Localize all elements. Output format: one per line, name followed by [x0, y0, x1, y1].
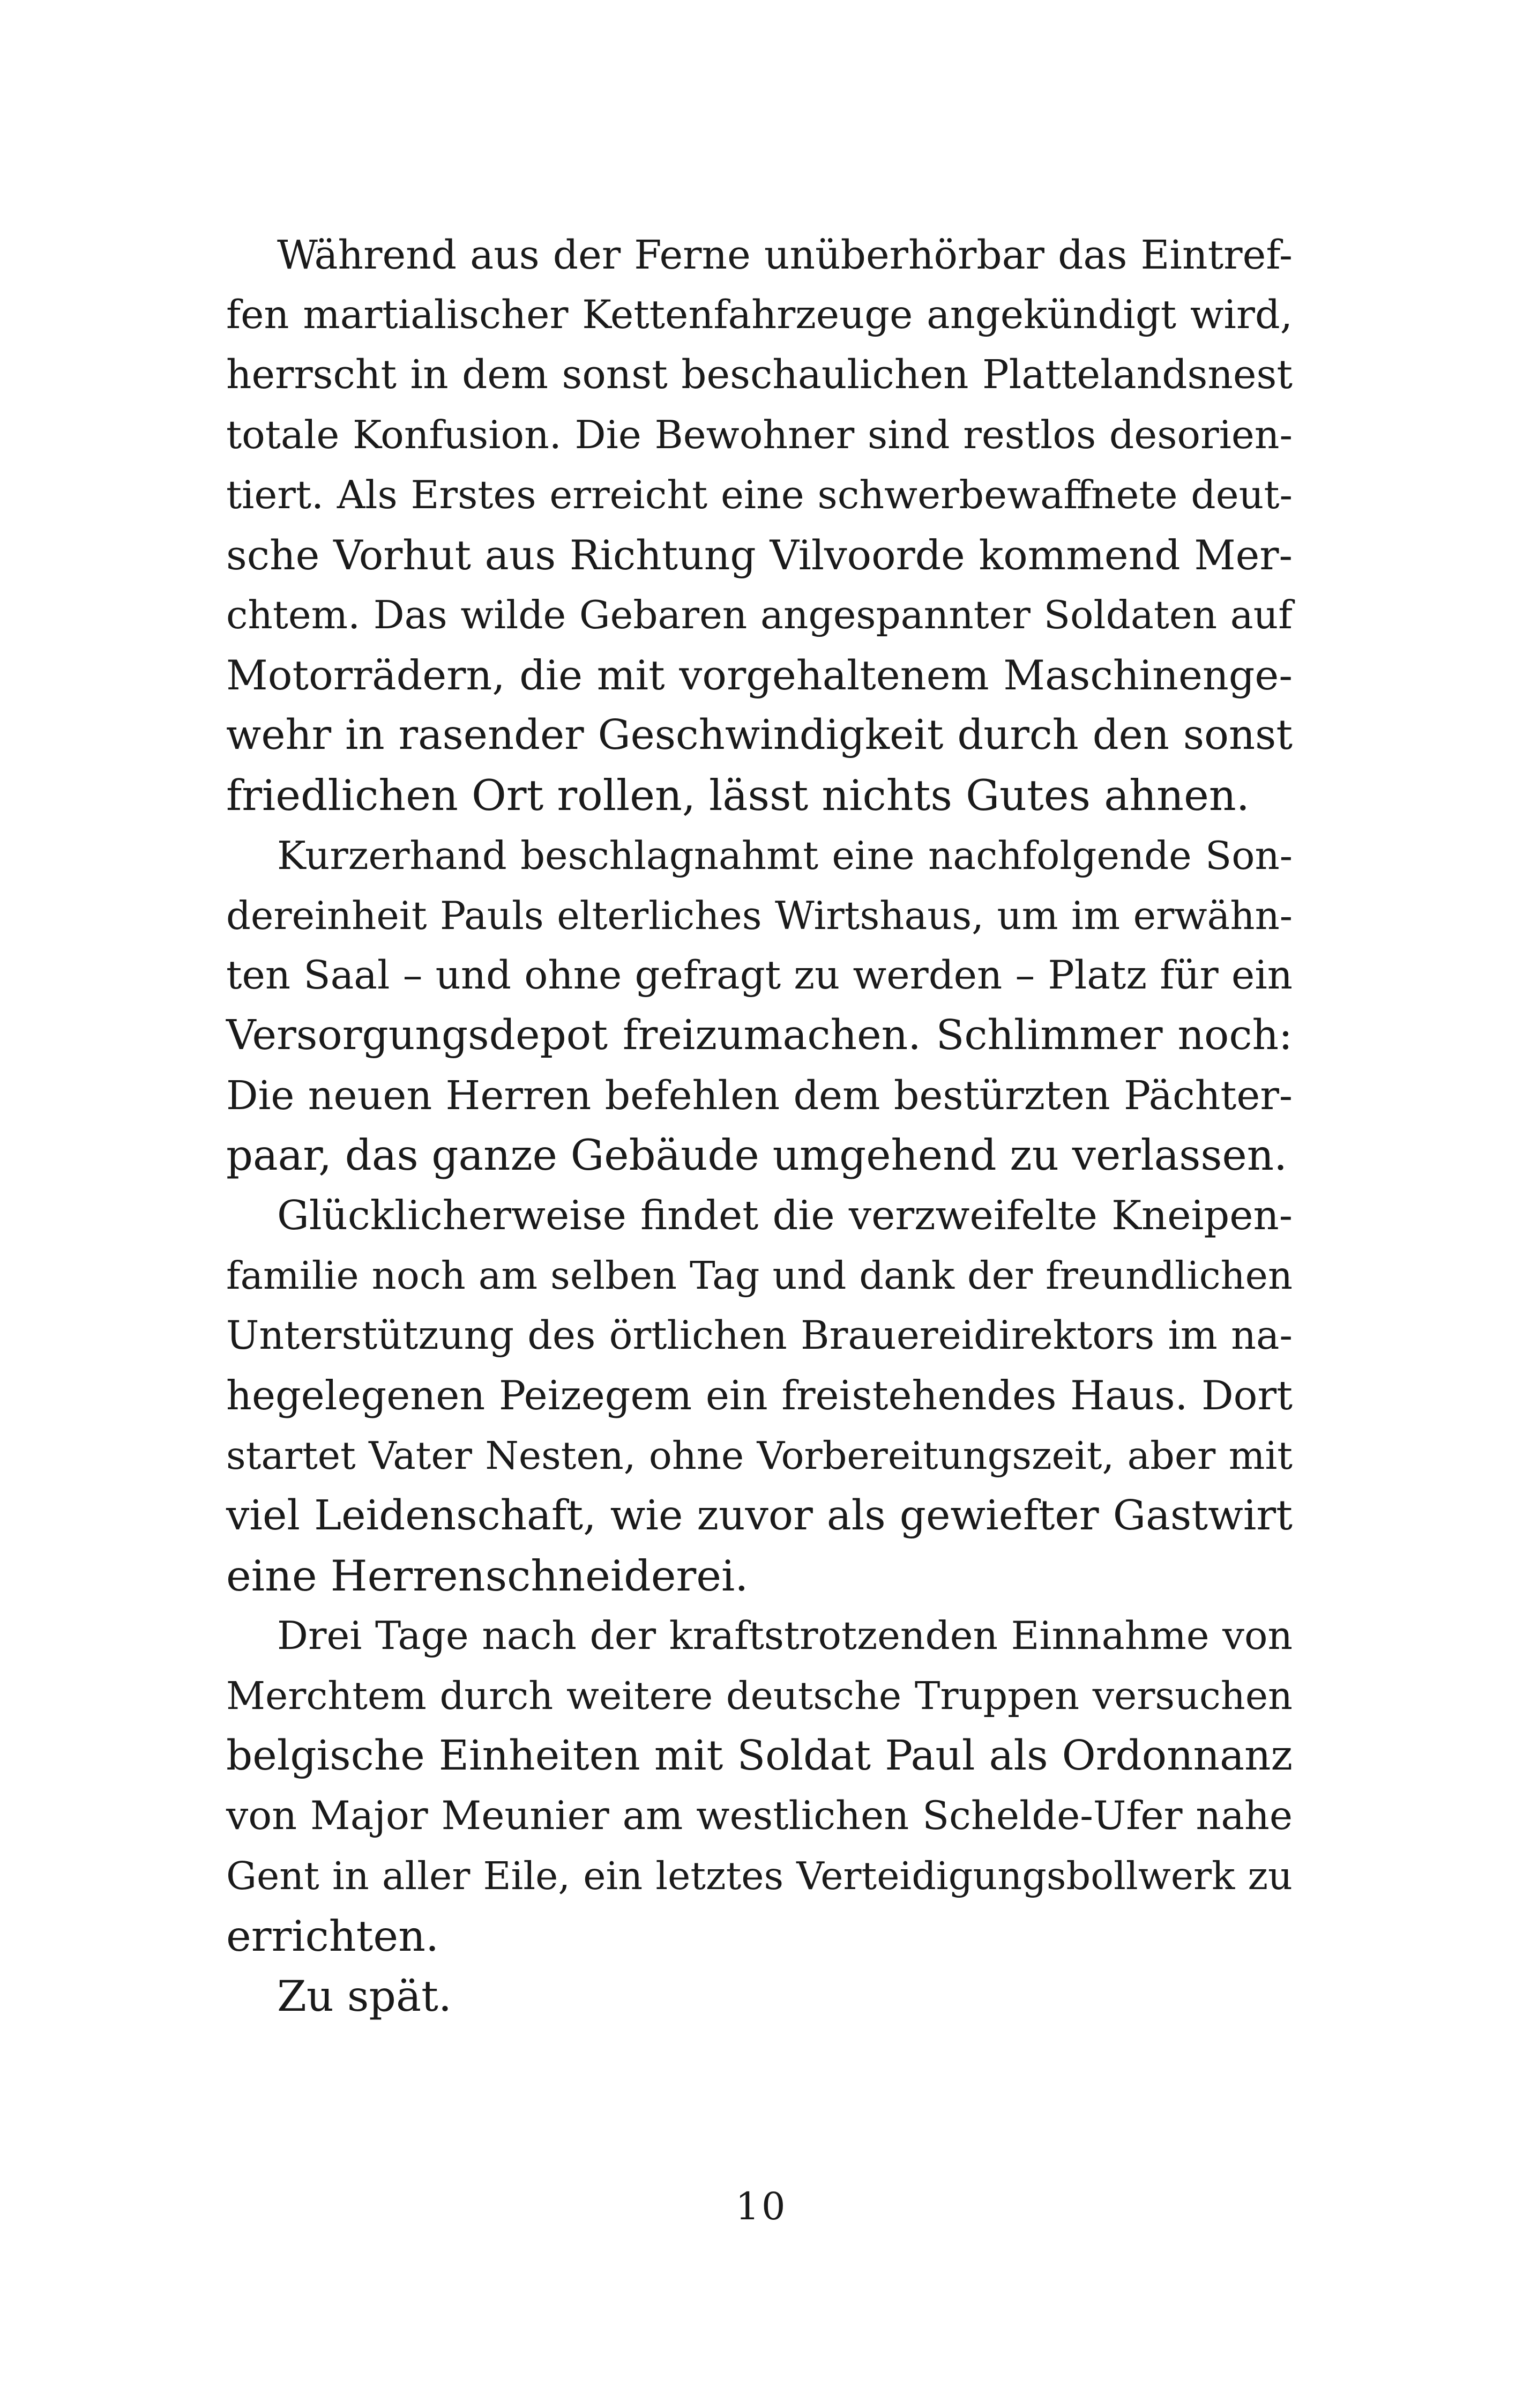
- paragraph: [226, 1606, 1293, 1966]
- text-line: herrscht in dem sonst beschaulichen Plattelandsnest: [226, 352, 1293, 398]
- text-line: paar, das ganze Gebäude umgehend zu verlassen.: [226, 1131, 1287, 1180]
- text-line: errichten.: [226, 1912, 439, 1961]
- text-line: belgische Einheiten mit Soldat Paul als Ordonnanz: [226, 1732, 1293, 1780]
- text-line: fen martialischer Kettenfahrzeuge angekündigt wird,: [226, 292, 1293, 338]
- text-line: startet Vater Nesten, ohne Vorbereitungszeit, aber mit: [226, 1433, 1293, 1478]
- text-line: Während aus der Ferne unüberhörbar das Eintref-: [277, 232, 1293, 278]
- text-line: sche Vorhut aus Richtung Vilvoorde kommend Mer-: [226, 532, 1293, 579]
- paragraph: [226, 1186, 1293, 1606]
- text-line: Versorgungsdepot freizumachen. Schlimmer noch:: [226, 1012, 1293, 1059]
- text-line: Merchtem durch weitere deutsche Truppen versuchen: [226, 1674, 1293, 1718]
- text-line: eine Herrenschneiderei.: [226, 1551, 749, 1601]
- text-line: wehr in rasender Geschwindigkeit durch den sonst: [226, 711, 1293, 759]
- paragraph: [226, 826, 1293, 1186]
- text-line: hegelegenen Peizegem ein freistehendes Haus. Dort: [226, 1372, 1293, 1419]
- text-line: tiert. Als Erstes erreicht eine schwerbewaffnete deut-: [226, 473, 1293, 518]
- text-line: dereinheit Pauls elterliches Wirtshaus, um im erwähn-: [226, 893, 1293, 938]
- page-number: 10: [735, 2184, 788, 2228]
- text-line: Gent in aller Eile, ein letztes Verteidigungsbollwerk zu: [226, 1854, 1293, 1898]
- text-line: chtem. Das wilde Gebaren angespannter Soldaten auf: [226, 593, 1293, 638]
- text-line: Die neuen Herren befehlen dem bestürzten Pächter-: [226, 1072, 1293, 1119]
- text-line: Zu spät.: [277, 1972, 452, 2021]
- text-line: totale Konfusion. Die Bewohner sind restlos desorien-: [226, 413, 1293, 458]
- text-line: Unterstützung des örtlichen Brauereidirektors im na-: [226, 1313, 1293, 1358]
- body-text: [226, 225, 1293, 2026]
- text-line: Drei Tage nach der kraftstrotzenden Einnahme von: [277, 1614, 1293, 1659]
- text-line: friedlichen Ort rollen, lässt nichts Gutes ahnen.: [226, 771, 1250, 820]
- text-line: Motorrädern, die mit vorgehaltenem Maschinenge-: [226, 652, 1293, 699]
- paragraph: [226, 1966, 1293, 2026]
- text-line: von Major Meunier am westlichen Schelde-Ufer nahe: [226, 1793, 1293, 1839]
- paragraph: [226, 225, 1293, 826]
- text-line: viel Leidenschaft, wie zuvor als gewiefter Gastwirt: [226, 1492, 1293, 1540]
- text-line: familie noch am selben Tag und dank der freundlichen: [226, 1253, 1293, 1298]
- text-line: Glücklicherweise findet die verzweifelte Kneipen-: [277, 1192, 1293, 1239]
- text-line: ten Saal – und ohne gefragt zu werden – Platz für ein: [226, 953, 1293, 998]
- text-line: Kurzerhand beschlagnahmt eine nachfolgende Son-: [277, 833, 1293, 878]
